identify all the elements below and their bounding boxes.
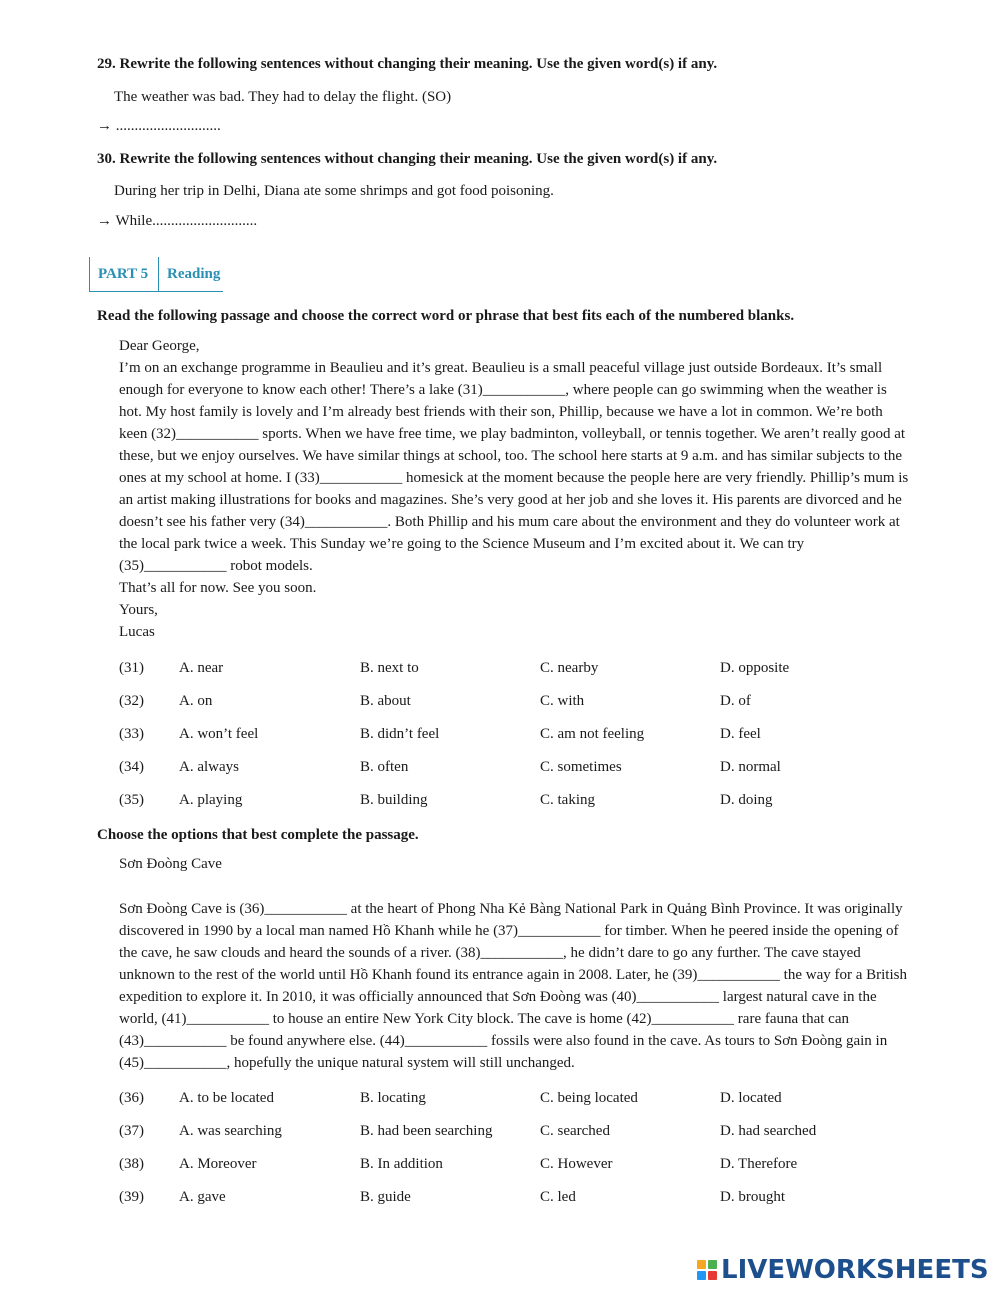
option-row — [119, 726, 899, 746]
question-number: (34) — [119, 759, 144, 775]
option-b[interactable]: B. In addition — [360, 1156, 443, 1172]
option-d[interactable]: D. Therefore — [720, 1156, 798, 1172]
part5-label: PART 5 — [98, 266, 149, 282]
letter-closing: That’s all for now. See you soon. — [119, 580, 317, 596]
option-row — [119, 759, 899, 779]
logo-block — [708, 1271, 717, 1280]
letter-greeting: Dear George, — [119, 338, 200, 354]
option-d[interactable]: D. feel — [720, 726, 761, 742]
q30-answer-line[interactable]: → While............................ — [97, 213, 258, 229]
option-b[interactable]: B. next to — [360, 660, 419, 676]
reading2-body: Sơn Đoòng Cave is (36)___________ at the heart of Phong Nha Kẻ Bàng National Park in Quảng Bình Province. It was originally discovered in 1990 by a local man named Hồ Khanh while he (37)___________ for timber. When he peered inside the opening of the cave, he saw clouds and heard the sounds of a river. (38)___________, he didn’t dare to go any further. The cave stayed unknown to the rest of the world until Hồ Khanh found its entrance again in 2008. Later, he (39)___________ the way for a British expedition to explore it. In 2010, it was officially announced that Sơn Đoòng was (40)___________ largest natural cave in the world, (41)___________ to house an entire New York City block. The cave is home (42)___________ rare fauna that can (43)___________ be found anywhere else. (44)___________ fossils were also found in the cave. As tours to Sơn Đoòng gain in (45)___________, hopefully the unique natural system will still unchanged. — [119, 901, 907, 1071]
option-row — [119, 1189, 899, 1209]
letter-yours: Yours, — [119, 602, 158, 618]
option-d[interactable]: D. had searched — [720, 1123, 817, 1139]
option-d[interactable]: D. doing — [720, 792, 773, 808]
option-a[interactable]: A. gave — [179, 1189, 226, 1205]
question-number: (33) — [119, 726, 144, 742]
question-number: (31) — [119, 660, 144, 676]
logo-block — [708, 1260, 717, 1269]
option-a[interactable]: A. to be located — [179, 1090, 274, 1106]
letter-signature: Lucas — [119, 624, 155, 640]
option-d[interactable]: D. opposite — [720, 660, 790, 676]
option-row — [119, 792, 899, 812]
option-a[interactable]: A. was searching — [179, 1123, 282, 1139]
option-a[interactable]: A. near — [179, 660, 224, 676]
question-number: (39) — [119, 1189, 144, 1205]
logo-block — [697, 1271, 706, 1280]
q29-heading: 29. Rewrite the following sentences without changing their meaning. Use the given word(s) if any. — [97, 56, 718, 72]
option-c[interactable]: C. nearby — [540, 660, 599, 676]
logo-block — [697, 1260, 706, 1269]
option-c[interactable]: C. being located — [540, 1090, 638, 1106]
question-number: (37) — [119, 1123, 144, 1139]
option-a[interactable]: A. on — [179, 693, 213, 709]
option-c[interactable]: C. led — [540, 1189, 576, 1205]
option-row — [119, 660, 899, 680]
question-number: (38) — [119, 1156, 144, 1172]
option-c[interactable]: C. sometimes — [540, 759, 622, 775]
part5-divider — [158, 257, 159, 291]
option-c[interactable]: C. However — [540, 1156, 613, 1172]
option-b[interactable]: B. about — [360, 693, 411, 709]
reading2-title: Sơn Đoòng Cave — [119, 856, 222, 872]
option-d[interactable]: D. brought — [720, 1189, 785, 1205]
liveworksheets-logo — [697, 1255, 989, 1285]
question-number: (35) — [119, 792, 144, 808]
option-c[interactable]: C. taking — [540, 792, 595, 808]
option-d[interactable]: D. located — [720, 1090, 782, 1106]
option-row — [119, 1090, 899, 1110]
q29-answer-line[interactable]: → ............................ — [97, 118, 221, 134]
logo-text: LIVEWORKSHEETS — [721, 1255, 989, 1285]
letter-body: I’m on an exchange programme in Beaulieu and it’s great. Beaulieu is a small peaceful village just outside Bordeaux. It’s small enough for everyone to know each other! There’s a lake (31)___________, where people can go swimming when the weather is hot. My host family is lovely and I’m already best friends with their son, Phillip, because we have a lot in common. We’re both keen (32)___________ sports. When we have free time, we play badminton, volleyball, or tennis together. We aren’t really good at these, but we enjoy ourselves. We have similar things at school, too. The school here starts at 9 a.m. and has similar subjects to the ones at my school at home. I (33)___________ homesick at the moment because the people here are very friendly. Phillip’s mum is an artist making illustrations for books and magazines. She’s very good at her job and she loves it. His parents are divorced and he doesn’t see his father very (34)___________. Both Phillip and his mum care about the environment and they do volunteer work at the local park twice a week. This Sunday we’re going to the Science Museum and I’m excited about it. We can try (35)___________ robot models. — [119, 360, 909, 574]
option-c[interactable]: C. am not feeling — [540, 726, 645, 742]
part5-title: Reading — [167, 266, 221, 282]
reading2-instruction: Choose the options that best complete the passage. — [97, 827, 419, 843]
q30-heading: 30. Rewrite the following sentences without changing their meaning. Use the given word(s) if any. — [97, 151, 718, 167]
option-row — [119, 1156, 899, 1176]
q29-sentence: The weather was bad. They had to delay the flight. (SO) — [114, 89, 452, 105]
option-b[interactable]: B. often — [360, 759, 409, 775]
option-a[interactable]: A. playing — [179, 792, 243, 808]
question-number: (36) — [119, 1090, 144, 1106]
option-c[interactable]: C. searched — [540, 1123, 610, 1139]
logo-blocks-icon — [697, 1260, 717, 1280]
reading1-letter — [119, 335, 909, 643]
option-d[interactable]: D. normal — [720, 759, 781, 775]
part5-header — [89, 257, 223, 292]
option-b[interactable]: B. didn’t feel — [360, 726, 440, 742]
option-b[interactable]: B. building — [360, 792, 428, 808]
option-a[interactable]: A. Moreover — [179, 1156, 257, 1172]
reading2-passage — [119, 898, 909, 1074]
question-number: (32) — [119, 693, 144, 709]
option-c[interactable]: C. with — [540, 693, 585, 709]
option-row — [119, 1123, 899, 1143]
option-a[interactable]: A. always — [179, 759, 239, 775]
option-a[interactable]: A. won’t feel — [179, 726, 259, 742]
option-b[interactable]: B. guide — [360, 1189, 411, 1205]
option-b[interactable]: B. locating — [360, 1090, 426, 1106]
option-b[interactable]: B. had been searching — [360, 1123, 493, 1139]
reading1-instruction: Read the following passage and choose the correct word or phrase that best fits each of the numbered blanks. — [97, 308, 795, 324]
option-row — [119, 693, 899, 713]
q30-sentence: During her trip in Delhi, Diana ate some shrimps and got food poisoning. — [114, 183, 554, 199]
option-d[interactable]: D. of — [720, 693, 751, 709]
